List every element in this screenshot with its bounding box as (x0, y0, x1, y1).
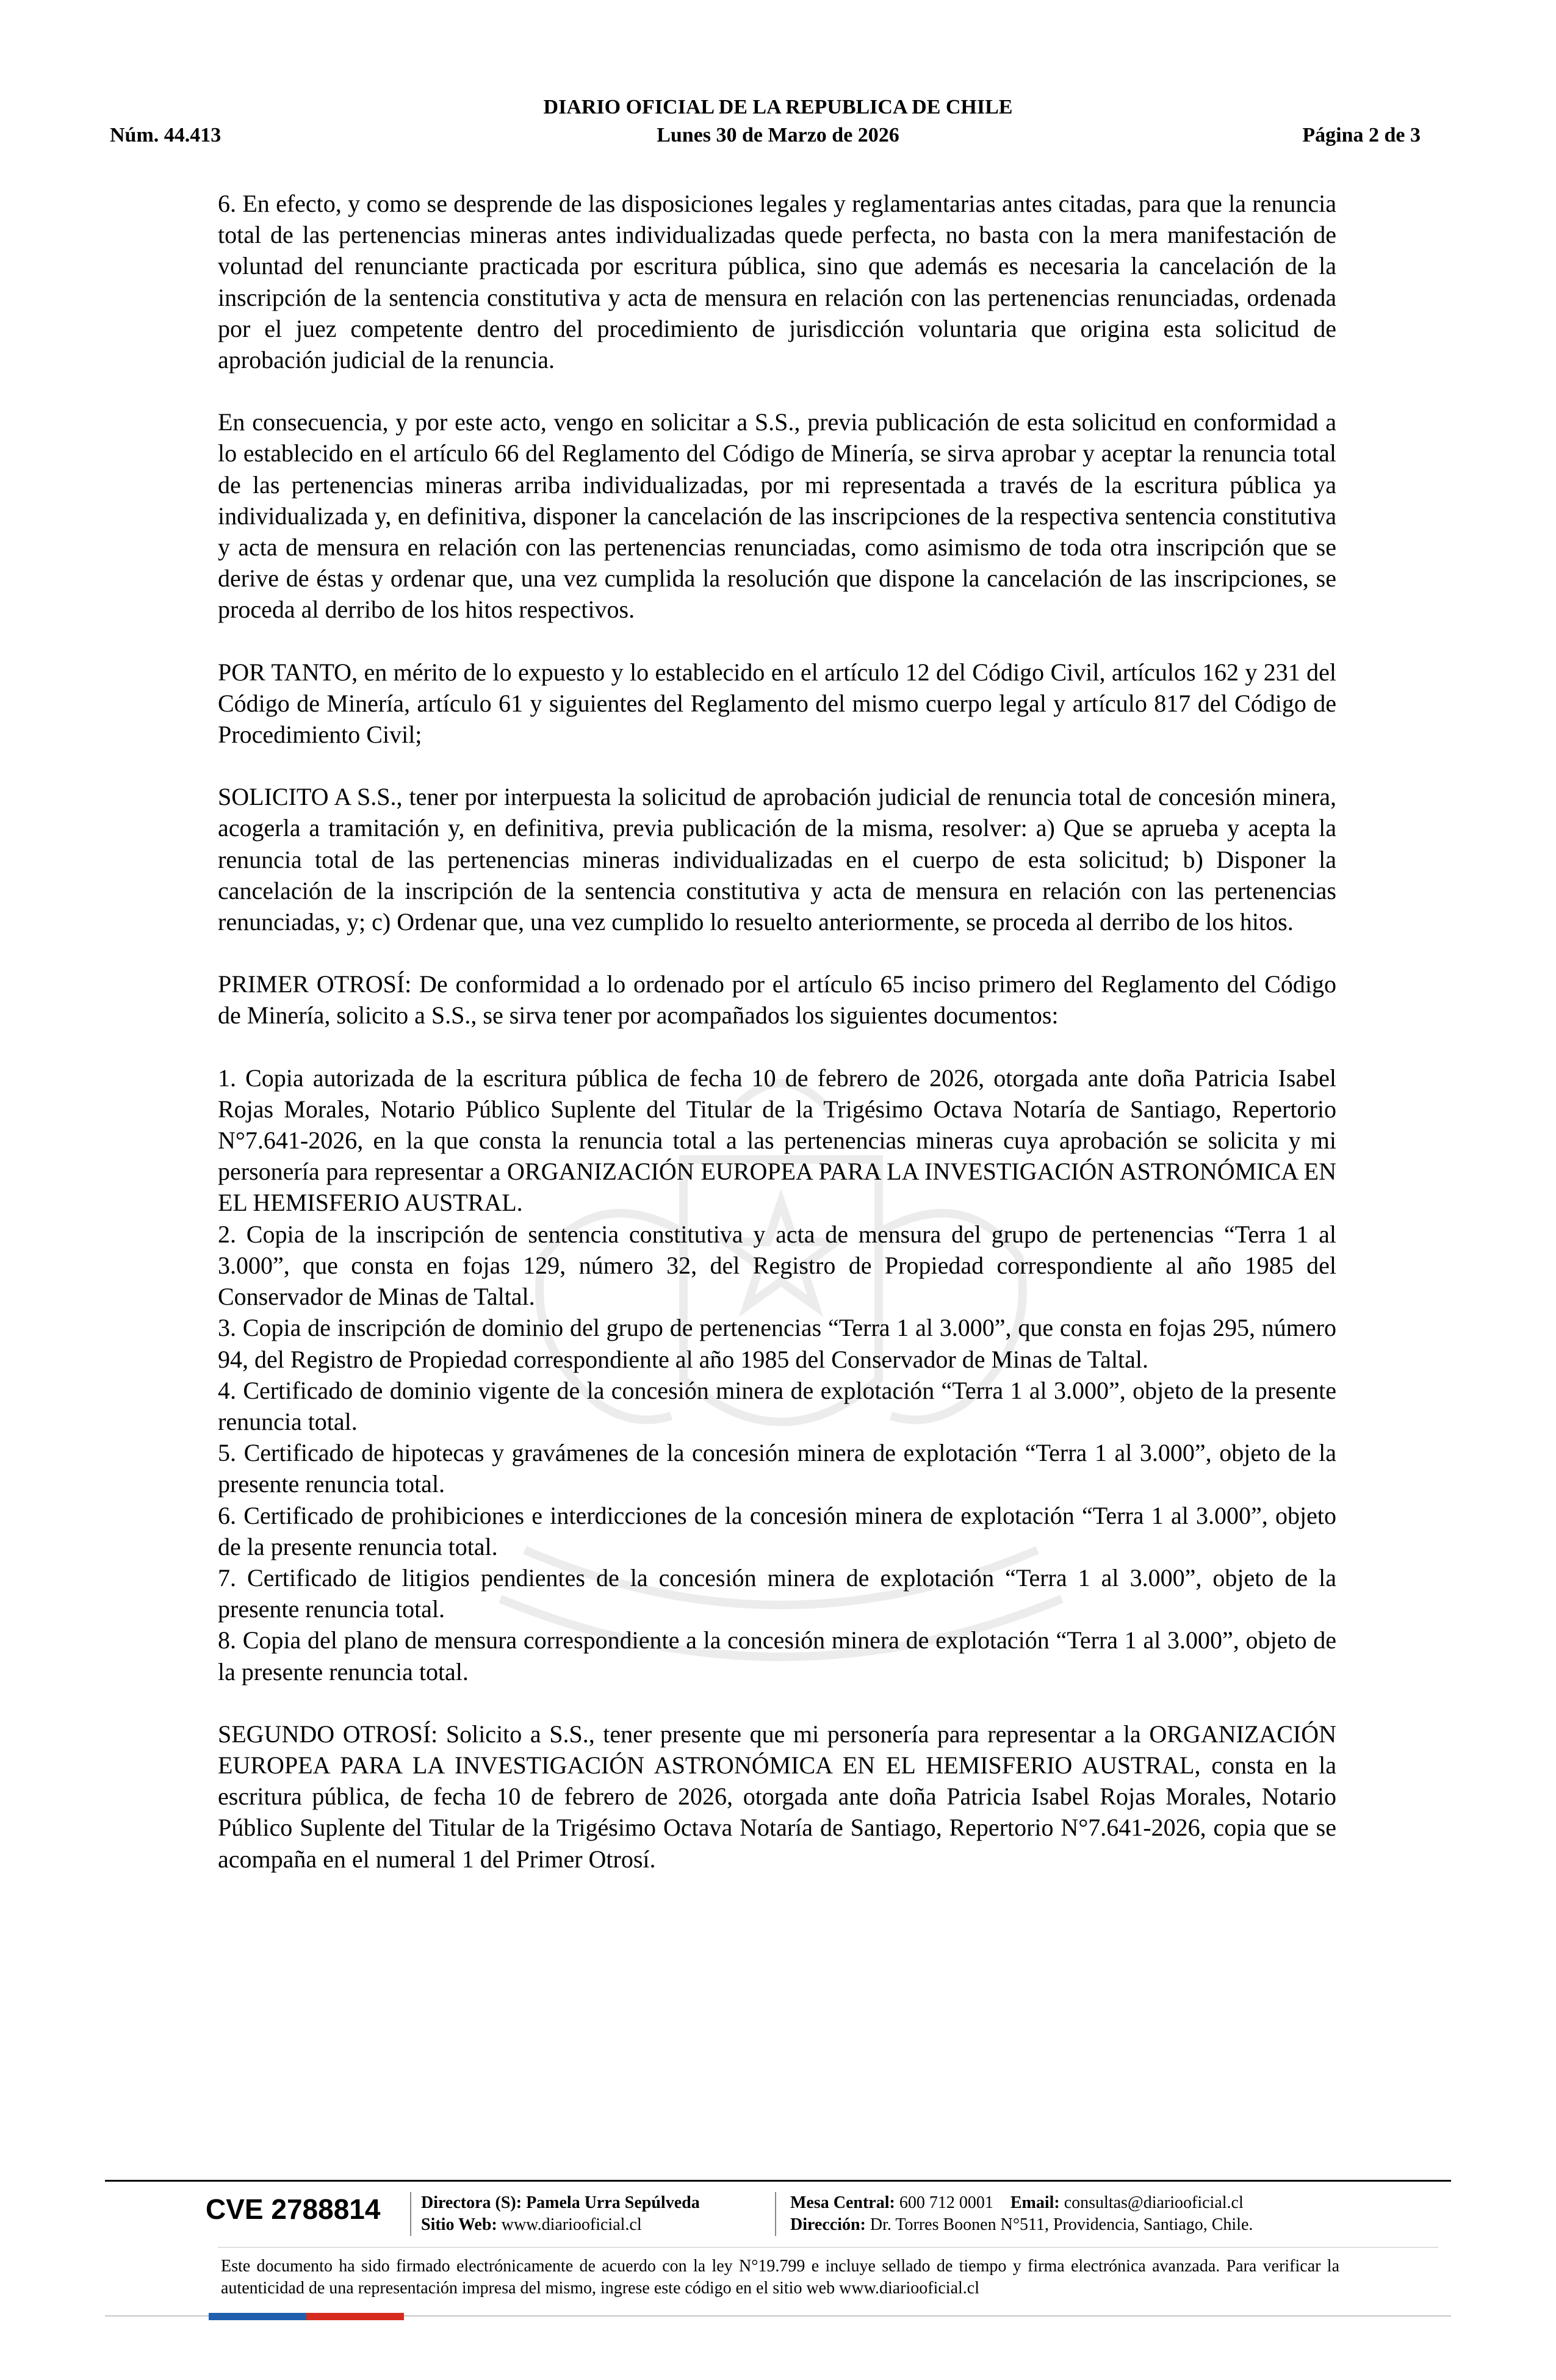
signature-note: Este documento ha sido firmado electrónicamente de acuerdo con la ley N°19.799 e incluye sellado de tiempo y firma electrónica avanzada. Para verificar la autenticidad de una representación impresa del mismo, ingrese este código en el sitio web www.diariooficial.cl (221, 2257, 1339, 2298)
email-label: Email: (1010, 2193, 1060, 2212)
address-value: Dr. Torres Boonen N°511, Providencia, Santiago, Chile. (870, 2215, 1253, 2234)
footer-separator (410, 2192, 411, 2236)
document-list-item: 1. Copia autorizada de la escritura pública de fecha 10 de febrero de 2026, otorgada ante doña Patricia Isabel Rojas Morales, Notario Público Suplente del Titular de la Trigésimo Octava Notaría de Santiago, Repertorio N°7.641-2026, en la que consta la renuncia total a las pertenencias mineras cuya aprobación se solicita y mi personería para representar a ORGANIZACIÓN EUROPEA PARA LA INVESTIGACIÓN ASTRONÓMICA EN EL HEMISFERIO AUSTRAL. (218, 1064, 1336, 1217)
address-label: Dirección: (790, 2215, 866, 2234)
website-label: Sitio Web: (421, 2215, 497, 2234)
issue-number: Núm. 44.413 (110, 124, 222, 146)
email-link[interactable]: consultas@diariooficial.cl (1064, 2193, 1244, 2212)
address-line (790, 2214, 1253, 2236)
footer-divider (105, 2180, 1451, 2182)
closing-paragraph: SEGUNDO OTROSÍ: Solicito a S.S., tener presente que mi personería para representar a la ORGANIZACIÓN EUROPEA PARA LA INVESTIGACIÓN ASTRONÓMICA EN EL HEMISFERIO AUSTRAL, consta en la escritura pública, de fecha 10 de febrero de 2026, otorgada ante doña Patricia Isabel Rojas Morales, Notario Público Suplente del Titular de la Trigésimo Octava Notaría de Santiago, Repertorio N°7.641-2026, copia que se acompaña en el numeral 1 del Primer Otrosí. (218, 1720, 1336, 1873)
phone-value: 600 712 0001 (899, 2193, 993, 2212)
paragraph: 6. En efecto, y como se desprende de las disposiciones legales y reglamentarias antes citadas, para que la renuncia total de las pertenencias mineras antes individualizadas quede perfecta, no basta con la mera manifestación de voluntad del renunciante practicada por escritura pública, sino que además es necesaria la cancelación de la inscripción de la sentencia constitutiva y acta de mensura en relación con las pertenencias renunciadas, ordenada por el juez competente dentro del procedimiento de jurisdicción voluntaria que origina esta solicitud de aprobación judicial de la renuncia. (218, 190, 1336, 374)
cve-code: CVE 2788814 (206, 2193, 381, 2225)
footer-contact-block (790, 2192, 1253, 2236)
flag-stripe-blue (209, 2313, 306, 2320)
paragraph: PRIMER OTROSÍ: De conformidad a lo ordenado por el artículo 65 inciso primero del Reglamento del Código de Minería, solicito a S.S., se sirva tener por acompañados los siguientes documentos: (218, 970, 1336, 1030)
footer-director-block (421, 2192, 700, 2236)
document-list-item: 2. Copia de la inscripción de sentencia constitutiva y acta de mensura del grupo de pertenencias “Terra 1 al 3.000”, que consta en fojas 129, número 32, del Registro de Propiedad correspondiente al año 1985 del Conservador de Minas de Taltal. (218, 1220, 1336, 1311)
contact-line (790, 2192, 1253, 2214)
flag-stripe-red (306, 2313, 404, 2320)
paragraph: SOLICITO A S.S., tener por interpuesta la solicitud de aprobación judicial de renuncia total de concesión minera, acogerla a tramitación y, en definitiva, previa publicación de la misma, resolver: a) Que se aprueba y acepta la renuncia total de las pertenencias mineras individualizadas en el cuerpo de esta solicitud; b) Disponer la cancelación de la inscripción de la sentencia constitutiva y acta de mensura en relación con las pertenencias renunciadas, y; c) Ordenar que, una vez cumplido lo resuelto anteriormente, se proceda al derribo de los hitos. (218, 783, 1336, 936)
document-list-item: 4. Certificado de dominio vigente de la concesión minera de explotación “Terra 1 al 3.000”, objeto de la presente renuncia total. (218, 1376, 1336, 1435)
page-indicator: Página 2 de 3 (1302, 124, 1421, 146)
paragraph: POR TANTO, en mérito de lo expuesto y lo establecido en el artículo 12 del Código Civil, artículos 162 y 231 del Código de Minería, artículo 61 y siguientes del Reglamento del mismo cuerpo legal y artículo 817 del Código de Procedimiento Civil; (218, 658, 1336, 749)
gazette-title: DIARIO OFICIAL DE LA REPUBLICA DE CHILE (543, 96, 1013, 118)
document-list-item: 8. Copia del plano de mensura correspondiente a la concesión minera de explotación “Terra 1 al 3.000”, objeto de la presente renuncia total. (218, 1626, 1336, 1686)
director-name: Directora (S): Pamela Urra Sepúlveda (421, 2193, 700, 2212)
footer-separator (775, 2192, 776, 2236)
document-list-item: 6. Certificado de prohibiciones e interdicciones de la concesión minera de explotación “Terra 1 al 3.000”, objeto de la presente renuncia total. (218, 1501, 1336, 1560)
document-list-item: 3. Copia de inscripción de dominio del grupo de pertenencias “Terra 1 al 3.000”, que consta en fojas 295, número 94, del Registro de Propiedad correspondiente al año 1985 del Conservador de Minas de Taltal. (218, 1314, 1336, 1373)
document-list-item: 5. Certificado de hipotecas y gravámenes de la concesión minera de explotación “Terra 1 al 3.000”, objeto de la presente renuncia total. (218, 1439, 1336, 1498)
paragraph: En consecuencia, y por este acto, vengo en solicitar a S.S., previa publicación de esta solicitud en conformidad a lo establecido en el artículo 66 del Reglamento del Código de Minería, se sirva aprobar y aceptar la renuncia total de las pertenencias mineras arriba individualizadas, por mi representada a través de la escritura pública ya individualizada y, en definitiva, disponer la cancelación de las inscripciones de la respectiva sentencia constitutiva y acta de mensura en relación con las pertenencias renunciadas, como asimismo de toda otra inscripción que se derive de éstas y ordenar que, una vez cumplida la resolución que dispone la cancelación de las inscripciones, se proceda al derribo de los hitos respectivos. (218, 408, 1336, 624)
website-link[interactable]: www.diariooficial.cl (501, 2215, 642, 2234)
footer-thin-divider (218, 2247, 1438, 2248)
website-line (421, 2214, 700, 2236)
phone-label: Mesa Central: (790, 2193, 895, 2212)
document-body (218, 188, 1336, 1906)
document-list-item: 7. Certificado de litigios pendientes de la concesión minera de explotación “Terra 1 al 3.000”, objeto de la presente renuncia total. (218, 1563, 1336, 1623)
issue-date: Lunes 30 de Marzo de 2026 (657, 124, 899, 146)
